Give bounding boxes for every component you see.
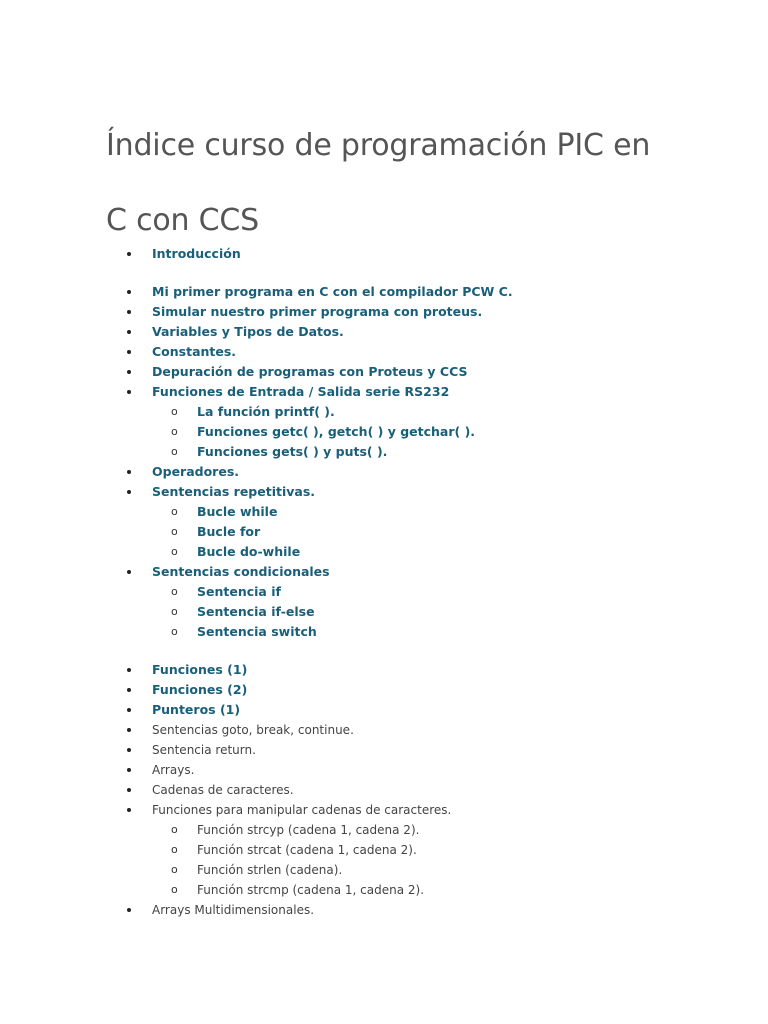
toc-item[interactable] xyxy=(0,382,768,402)
toc-subitem[interactable] xyxy=(0,502,768,522)
page-title xyxy=(106,108,706,258)
toc-subitem[interactable] xyxy=(0,442,768,462)
toc-link[interactable]: Funciones (1) xyxy=(152,662,248,677)
toc-item xyxy=(0,900,768,920)
toc-item[interactable] xyxy=(0,462,768,482)
bullet-disc-icon xyxy=(127,728,131,732)
title-line-1: Índice curso de programación PIC en xyxy=(106,128,651,163)
toc-subitem xyxy=(0,820,768,840)
toc-item[interactable] xyxy=(0,282,768,302)
toc-item[interactable] xyxy=(0,302,768,322)
toc-item[interactable] xyxy=(0,342,768,362)
bullet-disc-icon xyxy=(127,788,131,792)
toc-item[interactable] xyxy=(0,562,768,582)
toc-subitem[interactable] xyxy=(0,622,768,642)
bullet-circle-icon: o xyxy=(171,545,178,558)
toc-link[interactable]: Funciones getc( ), getch( ) y getchar( ). xyxy=(197,424,476,439)
toc-link[interactable]: Punteros (1) xyxy=(152,702,241,717)
toc-link[interactable]: Simular nuestro primer programa con proteus. xyxy=(152,304,483,319)
bullet-circle-icon: o xyxy=(171,445,178,458)
toc-link[interactable]: Sentencias repetitivas. xyxy=(152,484,316,499)
bullet-circle-icon: o xyxy=(171,405,178,418)
toc-link[interactable]: Bucle do-while xyxy=(197,544,301,559)
toc-link[interactable]: Sentencia if xyxy=(197,584,281,599)
toc-item[interactable] xyxy=(0,660,768,680)
toc-item xyxy=(0,740,768,760)
bullet-circle-icon: o xyxy=(171,525,178,538)
bullet-disc-icon xyxy=(127,668,131,672)
bullet-disc-icon xyxy=(127,252,131,256)
toc-text: Función strcyp (cadena 1, cadena 2). xyxy=(197,823,420,837)
bullet-circle-icon: o xyxy=(171,863,178,876)
bullet-disc-icon xyxy=(127,808,131,812)
bullet-disc-icon xyxy=(127,370,131,374)
bullet-disc-icon xyxy=(127,290,131,294)
toc-item[interactable] xyxy=(0,680,768,700)
toc-link[interactable]: Funciones (2) xyxy=(152,682,248,697)
toc-link[interactable]: Constantes. xyxy=(152,344,237,359)
toc-link[interactable]: La función printf( ). xyxy=(197,404,335,419)
bullet-disc-icon xyxy=(127,768,131,772)
toc-link[interactable]: Sentencia if-else xyxy=(197,604,315,619)
toc-text: Función strcmp (cadena 1, cadena 2). xyxy=(197,883,425,897)
toc-text: Funciones para manipular cadenas de caracteres. xyxy=(152,803,452,817)
bullet-circle-icon: o xyxy=(171,605,178,618)
toc-item[interactable] xyxy=(0,322,768,342)
toc-subitem[interactable] xyxy=(0,402,768,422)
bullet-disc-icon xyxy=(127,570,131,574)
toc-text: Función strlen (cadena). xyxy=(197,863,343,877)
toc-link[interactable]: Introducción xyxy=(152,246,241,261)
toc-link[interactable]: Variables y Tipos de Datos. xyxy=(152,324,344,339)
bullet-circle-icon: o xyxy=(171,883,178,896)
toc-link[interactable]: Depuración de programas con Proteus y CCS xyxy=(152,364,468,379)
toc-link[interactable]: Bucle while xyxy=(197,504,278,519)
toc-subitem[interactable] xyxy=(0,602,768,622)
toc-item[interactable] xyxy=(0,244,768,264)
toc-subitem xyxy=(0,860,768,880)
bullet-circle-icon: o xyxy=(171,823,178,836)
bullet-disc-icon xyxy=(127,688,131,692)
toc-item xyxy=(0,800,768,820)
toc-text: Función strcat (cadena 1, cadena 2). xyxy=(197,843,417,857)
toc-link[interactable]: Mi primer programa en C con el compilador PCW C. xyxy=(152,284,513,299)
bullet-disc-icon xyxy=(127,390,131,394)
table-of-contents xyxy=(0,244,768,920)
toc-item[interactable] xyxy=(0,362,768,382)
bullet-disc-icon xyxy=(127,330,131,334)
toc-text: Cadenas de caracteres. xyxy=(152,783,294,797)
toc-link[interactable]: Funciones gets( ) y puts( ). xyxy=(197,444,388,459)
bullet-disc-icon xyxy=(127,470,131,474)
toc-item xyxy=(0,720,768,740)
toc-subitem[interactable] xyxy=(0,582,768,602)
toc-text: Arrays. xyxy=(152,763,195,777)
bullet-circle-icon: o xyxy=(171,625,178,638)
toc-item xyxy=(0,760,768,780)
bullet-disc-icon xyxy=(127,310,131,314)
bullet-circle-icon: o xyxy=(171,425,178,438)
toc-text: Sentencias goto, break, continue. xyxy=(152,723,354,737)
toc-link[interactable]: Bucle for xyxy=(197,524,261,539)
bullet-disc-icon xyxy=(127,748,131,752)
bullet-disc-icon xyxy=(127,908,131,912)
toc-text: Sentencia return. xyxy=(152,743,256,757)
toc-link[interactable]: Funciones de Entrada / Salida serie RS232 xyxy=(152,384,450,399)
toc-subitem[interactable] xyxy=(0,522,768,542)
toc-subitem xyxy=(0,880,768,900)
toc-link[interactable]: Operadores. xyxy=(152,464,240,479)
toc-item[interactable] xyxy=(0,700,768,720)
bullet-disc-icon xyxy=(127,490,131,494)
bullet-disc-icon xyxy=(127,708,131,712)
toc-item xyxy=(0,780,768,800)
bullet-circle-icon: o xyxy=(171,505,178,518)
toc-item[interactable] xyxy=(0,482,768,502)
bullet-circle-icon: o xyxy=(171,585,178,598)
toc-subitem[interactable] xyxy=(0,422,768,442)
bullet-disc-icon xyxy=(127,350,131,354)
bullet-circle-icon: o xyxy=(171,843,178,856)
toc-subitem[interactable] xyxy=(0,542,768,562)
toc-link[interactable]: Sentencias condicionales xyxy=(152,564,330,579)
toc-subitem xyxy=(0,840,768,860)
title-line-2: C con CCS xyxy=(106,203,260,238)
toc-text: Arrays Multidimensionales. xyxy=(152,903,315,917)
toc-link[interactable]: Sentencia switch xyxy=(197,624,317,639)
